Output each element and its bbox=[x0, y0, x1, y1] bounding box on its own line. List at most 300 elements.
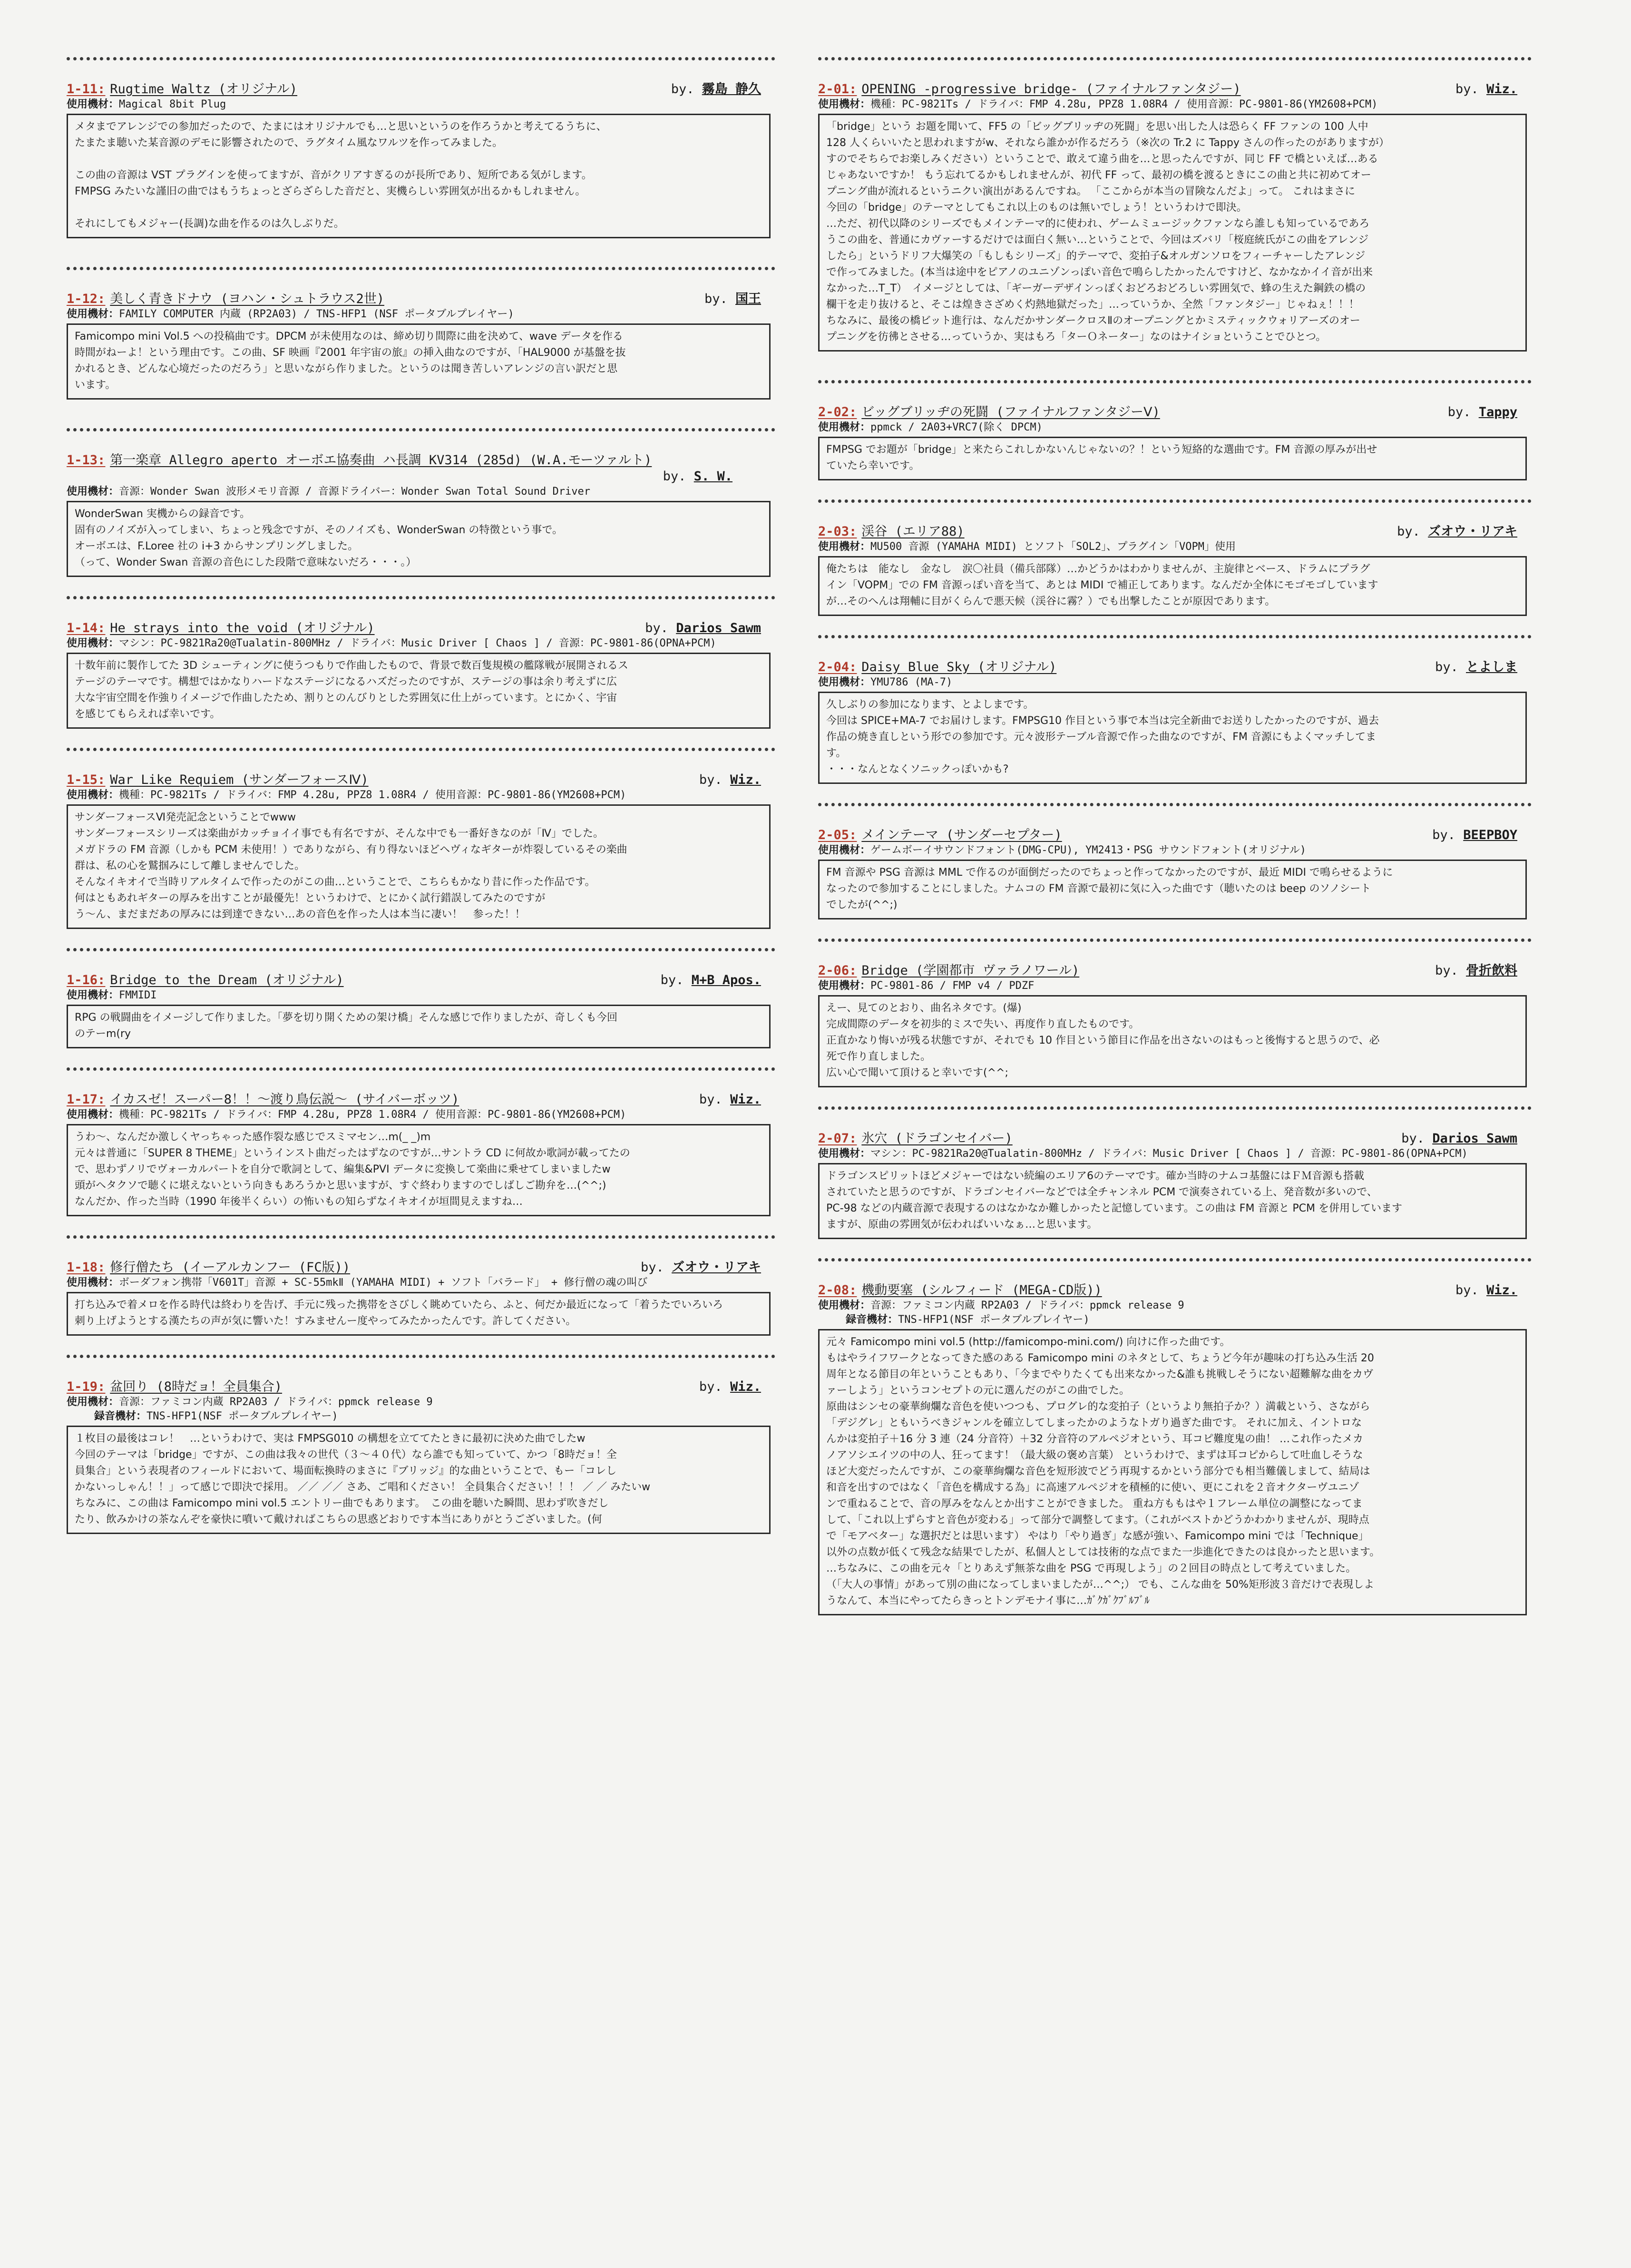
comment-line: （「大人の事情」があって別の曲になってしまいましたが…^^;） でも、こんな曲を 50%矩形波３音だけで表現しよ bbox=[826, 1579, 1374, 1591]
dotted-divider bbox=[67, 748, 775, 751]
recording-equipment-line bbox=[818, 1313, 1532, 1327]
dotted-divider bbox=[818, 1106, 1532, 1110]
by-label: by. bbox=[1401, 1131, 1425, 1146]
track-number: 1-19: bbox=[67, 1379, 106, 1394]
track-title-row bbox=[67, 1379, 775, 1395]
track-title-wrap bbox=[67, 81, 297, 98]
comment-box bbox=[67, 1005, 771, 1048]
track-title-row bbox=[818, 827, 1532, 843]
author-name: Wiz. bbox=[730, 1379, 761, 1394]
equipment-label: 使用機材： bbox=[67, 1396, 119, 1408]
comment-line: サンダーフォースシリーズは楽曲がカッチョイイ事でも有名ですが、そんな中でも一番好きなのが「Ⅳ」でした。 bbox=[75, 828, 604, 840]
by-label: by. bbox=[1397, 524, 1420, 539]
comment-line: うこの曲を、普通にカヴァーするだけでは面白く無い…ということで、今回はズバリ「桜庭統氏がこの曲をアレンジ bbox=[826, 234, 1369, 246]
comment-line: そんなイキオイで当時リアルタイムで作ったのがこの曲…ということで、こちらもかなり昔に作った作品です。 bbox=[75, 876, 596, 888]
track-entry bbox=[67, 748, 775, 929]
by-label: by. bbox=[1455, 82, 1479, 97]
comment-box bbox=[818, 1329, 1527, 1615]
dotted-divider bbox=[67, 948, 775, 951]
track-title-wrap bbox=[818, 659, 1056, 675]
comment-line: FMPSG でお題が「bridge」と来たらこれしかないんじゃないの？！という短絡的な選曲です。FM 音源の厚みが出せ bbox=[826, 444, 1377, 456]
author-name: 霧島 静久 bbox=[702, 82, 761, 97]
equipment-text: PC-9801-86 / FMP v4 / PDZF bbox=[870, 980, 1035, 992]
track-title-row bbox=[67, 81, 775, 98]
by-label: by. bbox=[699, 1092, 723, 1107]
author-credit bbox=[663, 469, 732, 484]
comment-line: かれるとき、どんな心境だったのだろう」と思いながら作りました。というのは聞き苦しいアレンジの言い訳だと思 bbox=[75, 363, 618, 375]
dotted-divider bbox=[67, 428, 775, 431]
track-entry bbox=[67, 948, 775, 1048]
track-title: 渓谷 (エリア88) bbox=[861, 524, 965, 539]
author-credit bbox=[641, 1260, 775, 1276]
author-credit bbox=[704, 291, 775, 307]
comment-line: 今回の「bridge」のテーマとしてもこれ以上のものは無いでしょう！というわけで即決。 bbox=[826, 202, 1247, 214]
dotted-divider bbox=[818, 803, 1532, 806]
dotted-divider bbox=[818, 938, 1532, 942]
by-label: by. bbox=[663, 469, 686, 484]
equipment-label: 使用機材： bbox=[67, 1277, 119, 1289]
equipment-label: 使用機材： bbox=[818, 98, 871, 110]
equipment-label: 使用機材： bbox=[818, 676, 871, 688]
comment-line: …ちなみに、この曲を元々「とりあえず無茶な曲を PSG で再現しよう」の２回目の時点として考えていました。 bbox=[826, 1563, 1357, 1574]
equipment-text: 機種：PC-9821Ts / ドライバ：FMP 4.28u, PPZ8 1.08R4 / 使用音源：PC-9801-86(YM2608+PCM) bbox=[870, 98, 1378, 110]
comment-box bbox=[67, 501, 771, 577]
comment-line: すのでそちらでお楽しみください）ということで、敢えて違う曲を…と思ったんですが、同じ FF で橋といえば…ある bbox=[826, 153, 1378, 165]
equipment-label: 使用機材： bbox=[818, 980, 871, 992]
dotted-divider bbox=[818, 499, 1532, 503]
dotted-divider bbox=[818, 1258, 1532, 1261]
track-title-row bbox=[67, 291, 775, 307]
comment-box bbox=[67, 653, 771, 729]
equipment-text: マシン：PC-9821Ra20@Tualatin-800MHz / ドライバ：Music Driver [ Chaos ] / 音源：PC-9801-86(OPNA+PCM) bbox=[119, 637, 716, 649]
author-credit bbox=[671, 81, 775, 98]
track-title-wrap bbox=[818, 1282, 1102, 1299]
comment-line: １枚目の最後はコレ！ …というわけで、実は FMPSG010 の構想を立ててたときに最初に決めた曲でしたw bbox=[75, 1433, 586, 1445]
track-title: 美しく青きドナウ (ヨハン・シュトラウス2世) bbox=[110, 292, 384, 306]
comment-line: 欄干を走り抜けると、そこは煌きさざめく灼熱地獄だった」…っていうか、全然「ファンタジー」じゃねぇ！！！ bbox=[826, 299, 1359, 311]
comment-line: メタまでアレンジでの参加だったので、たまにはオリジナルでも…と思いというのを作ろうかと考えてるうちに、 bbox=[75, 121, 607, 133]
comment-line bbox=[75, 200, 762, 216]
comment-line: メガドラの FM 音源（しかも PCM 未使用！）でありながら、有り得ないほどヘヴィなギターが炸裂しているその楽曲 bbox=[75, 844, 627, 856]
track-number: 1-15: bbox=[67, 772, 106, 787]
recording-text: TNS-HFP1(NSF ポータブルプレイヤー) bbox=[146, 1410, 338, 1422]
author-name: Tappy bbox=[1478, 405, 1517, 420]
author-name: ズオウ・リアキ bbox=[672, 1260, 761, 1275]
comment-line: 作品の焼き直しという形での参加です。元々波形テーブル音源で作った曲なのですが、FM 音源にもよくマッチしてま bbox=[826, 731, 1377, 743]
track-title-row bbox=[818, 404, 1532, 420]
comment-line: ていたら幸いです。 bbox=[826, 460, 920, 472]
dotted-divider bbox=[818, 635, 1532, 638]
equipment-line bbox=[818, 1299, 1532, 1313]
comment-line: なかった…T_T） イメージとしては、「ギーガーデザインっぽくおどろおどろしい雰囲気で、蜂の生えた鋼鉄の橋の bbox=[826, 283, 1366, 294]
comment-box bbox=[818, 1163, 1527, 1239]
by-label: by. bbox=[1435, 963, 1458, 978]
author-name: M+B Apos. bbox=[691, 973, 761, 987]
comment-line: 打ち込みで着メロを作る時代は終わりを告げ、手元に残った携帯をさびしく眺めていたら、ふと、何だか最近になって「着うたでいろいろ bbox=[75, 1299, 723, 1311]
comment-line: 十数年前に製作してた 3D シューティングに使うつもりで作曲したもので、背景で数百隻規模の艦隊戦が展開されるス bbox=[75, 660, 628, 672]
equipment-text: MU500 音源 (YAMAHA MIDI) とソフト「SOL2」、プラグイン「VOPM」使用 bbox=[870, 541, 1236, 553]
author-name: Wiz. bbox=[1486, 1283, 1517, 1298]
track-entry bbox=[818, 1258, 1532, 1615]
comment-line bbox=[75, 151, 762, 167]
comment-line: オーボエは、F.Loree 社の i+3 からサンプリングしました。 bbox=[75, 540, 359, 552]
track-title-wrap bbox=[67, 452, 652, 469]
equipment-line bbox=[818, 843, 1532, 858]
author-name: 国王 bbox=[735, 292, 761, 306]
comment-box bbox=[818, 556, 1527, 616]
comment-line: プニング曲が流れるというニクい演出があるんですね。 「ここからが本当の冒険なんだよ」って。 これはまさに bbox=[826, 186, 1356, 197]
comment-line: のテーm(ry bbox=[75, 1028, 131, 1040]
comment-line: 元々は普通に「SUPER 8 THEME」というインスト曲だったはずなのですが…サントラ CD に何故か歌詞が載ってたの bbox=[75, 1147, 630, 1159]
comment-line: でしたが(^^;) bbox=[826, 899, 898, 911]
author-credit bbox=[1397, 524, 1532, 540]
comment-box bbox=[818, 437, 1527, 480]
equipment-label: 使用機材： bbox=[818, 421, 871, 433]
comment-line: 原曲はシンセの豪華絢爛な音色を使いつつも、プログレ的な変拍子（というより無拍子か？）満載という、さながら bbox=[826, 1401, 1370, 1413]
author-name: S. W. bbox=[693, 469, 732, 484]
by-label: by. bbox=[699, 1379, 723, 1394]
comment-line: テージのテーマです。構想ではかなりハードなステージになるハズだったのですが、ステージの事は余り考えずに広 bbox=[75, 676, 617, 688]
comment-line: プニングを彷彿とさせる…っていうか、実はもろ「ターＯネーター」なのはナイショということでひとつ。 bbox=[826, 331, 1327, 343]
equipment-line bbox=[67, 1276, 775, 1290]
comment-line: FM 音源や PSG 音源は MML で作るのが面倒だったのでちょっと作ってなかったのですが、最近 MIDI で鳴らせるように bbox=[826, 867, 1393, 879]
equipment-label: 使用機材： bbox=[67, 637, 119, 649]
equipment-label: 使用機材： bbox=[67, 98, 119, 110]
track-title: 第一楽章 Allegro aperto オーボエ協奏曲 ハ長調 KV314 (285d) (W.A.モーツァルト) bbox=[110, 453, 652, 468]
recording-label: 録音機材： bbox=[846, 1314, 899, 1326]
track-entry bbox=[67, 1067, 775, 1216]
comment-line: 何はともあれギターの厚みを出すことが最優先！というわけで、とにかく試行錯誤してみたのですが bbox=[75, 892, 546, 904]
track-entry bbox=[818, 1106, 1532, 1239]
equipment-line bbox=[818, 1147, 1532, 1161]
track-entry bbox=[818, 499, 1532, 616]
equipment-text: ppmck / 2A03+VRC7(除く DPCM) bbox=[870, 421, 1043, 433]
comment-line: ちなみに、この曲は Famicompo mini vol.5 エントリー曲でもあります。 この曲を聴いた瞬間、思わず吹きだし bbox=[75, 1497, 609, 1509]
comment-line: ノアソシエイツの中の人、狂ってます！（最大級の褒め言葉） というわけで、まずは耳コピからして吐血しそうな bbox=[826, 1449, 1363, 1461]
author-name: Darios Sawm bbox=[676, 621, 761, 635]
comment-box bbox=[67, 1426, 771, 1534]
track-title-wrap bbox=[67, 1260, 350, 1276]
comment-line: 完成間際のデータを初歩的ミスで失い、再度作り直したものです。 bbox=[826, 1018, 1140, 1030]
recording-equipment-line bbox=[67, 1409, 775, 1424]
comment-line: …ただ、初代以降のシリーズでもメインテーマ的に使われ、ゲームミュージックファンなら誰しも知っているであろ bbox=[826, 218, 1370, 230]
comment-line: 正直かなり悔いが残る状態ですが、それでも 10 作目という節目に作品を出さないのはもっと後悔すると思うので、必 bbox=[826, 1035, 1380, 1046]
comment-line: んかは変拍子＋16 分 3 連（24 分音符）＋32 分音符のアルペジオという、耳コピ難度鬼の曲！ …これ作ったメカ bbox=[826, 1433, 1364, 1445]
track-entry bbox=[67, 1355, 775, 1534]
comment-line: サンダーフォースⅥ発売記念ということでwww bbox=[75, 811, 296, 823]
comment-line: たり、飲みかけの茶なんぞを豪快に噴いて戴ければこちらの思惑どおりです本当にありがとうございました。(何 bbox=[75, 1514, 602, 1525]
track-number: 1-12: bbox=[67, 292, 106, 306]
author-name: ズオウ・リアキ bbox=[1428, 524, 1517, 539]
equipment-text: Magical 8bit Plug bbox=[119, 98, 226, 110]
track-title-wrap bbox=[818, 827, 1062, 843]
comment-line: それにしてもメジャー(長調)な曲を作るのは久しぶりだ。 bbox=[75, 218, 344, 230]
equipment-label: 使用機材： bbox=[67, 1109, 119, 1121]
by-label: by. bbox=[645, 621, 668, 635]
comment-box bbox=[67, 1292, 771, 1336]
dotted-divider bbox=[67, 596, 775, 599]
by-label: by. bbox=[660, 973, 684, 987]
author-credit bbox=[1432, 827, 1532, 843]
track-title: Bridge (学園都市 ヴァラノワール) bbox=[861, 963, 1080, 978]
track-entry bbox=[67, 596, 775, 729]
track-title: イカスゼ！スーパー8！！～渡り鳥伝説～ (サイバーボッツ) bbox=[110, 1092, 459, 1107]
comment-line: ちなみに、最後の橋ビット進行は、なんだかサンダークロスⅡのオープニングとかミスティックウォリアーズのオー bbox=[826, 315, 1360, 327]
comment-line: 今回は SPICE+MA-7 でお届けします。FMPSG10 作目という事で本当は完全新曲でお送りしたかったのですが、過去 bbox=[826, 715, 1379, 727]
equipment-line bbox=[818, 420, 1532, 435]
comment-line: 以外の点数が低くて残念な結果でしたが、私個人としては技術的な点でまた一歩進化できたのは良かったと思います。 bbox=[826, 1546, 1380, 1558]
track-entry bbox=[818, 57, 1532, 352]
equipment-text: マシン：PC-9821Ra20@Tualatin-800MHz / ドライバ：Music Driver [ Chaos ] / 音源：PC-9801-86(OPNA+PCM) bbox=[870, 1148, 1468, 1160]
equipment-label: 使用機材： bbox=[67, 486, 119, 498]
comment-line: ンで重ねることで、音の厚みをなんとか出すことができました。 重ね方ももはや１フレーム単位の調整になってま bbox=[826, 1498, 1363, 1510]
comment-line: なんだか、作った当時（1990 年後半くらい）の怖いもの知らずなイキオイが垣間見えますね… bbox=[75, 1196, 523, 1208]
equipment-label: 使用機材： bbox=[818, 844, 871, 856]
comment-line: 群は、私の心を鷲掴みにして離しませんでした。 bbox=[75, 860, 305, 872]
author-credit-line bbox=[67, 469, 775, 485]
track-entry bbox=[67, 428, 775, 577]
comment-line: 員集合」という表現者のフィールドにおいて、場面転換時のまさに『ブリッジ』的な曲ということで、もー「コレし bbox=[75, 1465, 617, 1477]
left-column bbox=[67, 57, 775, 1544]
dotted-divider bbox=[818, 57, 1532, 60]
by-label: by. bbox=[671, 82, 694, 97]
track-title-row bbox=[818, 659, 1532, 675]
track-title-row bbox=[818, 524, 1532, 540]
track-entry bbox=[818, 803, 1532, 919]
recording-text: TNS-HFP1(NSF ポータブルプレイヤー) bbox=[898, 1314, 1090, 1326]
comment-line: ほど大変だったんですが、この豪華絢爛な音色を短形波でどう再現するかという部分でも相当難儀しまして、結局は bbox=[826, 1466, 1370, 1477]
equipment-line bbox=[67, 1108, 775, 1122]
track-number: 1-13: bbox=[67, 453, 106, 468]
track-title-row bbox=[818, 81, 1532, 98]
comment-line: 時間がねーよ！という理由です。この曲、SF 映画『2001 年宇宙の旅』の挿入曲なのですが、「HAL9000 が基盤を抜 bbox=[75, 347, 626, 359]
track-title-row bbox=[67, 620, 775, 636]
comment-line: 周年となる節目の年ということもあり、「今までやりたくても出来なかった&誰も挑戦しそうにない超難解な曲をカヴ bbox=[826, 1369, 1374, 1380]
author-name: BEEPBOY bbox=[1463, 828, 1517, 842]
by-label: by. bbox=[1455, 1283, 1479, 1298]
track-title: ビッグブリッヂの死闘 (ファイナルファンタジーⅤ) bbox=[861, 405, 1160, 420]
comment-line: 久しぶりの参加になります、とよしまです。 bbox=[826, 699, 1034, 711]
equipment-line bbox=[818, 98, 1532, 112]
track-number: 2-05: bbox=[818, 828, 857, 842]
comment-line: されていたと思うのですが、ドラゴンセイバーなどでは全チャンネル PCM で演奏されている上、発音数が多いので、 bbox=[826, 1186, 1377, 1198]
track-title: Bridge to the Dream (オリジナル) bbox=[110, 973, 344, 987]
comment-line: したら」というドリフ大爆笑の「もしもシリーズ」的テーマで、変拍子&オルガンソロをフィーチャーしたアレンジ bbox=[826, 250, 1366, 262]
track-number: 2-06: bbox=[818, 963, 857, 978]
equipment-line bbox=[67, 1395, 775, 1409]
track-title-row bbox=[67, 452, 775, 469]
track-title: Rugtime Waltz (オリジナル) bbox=[110, 82, 298, 97]
comment-line: 「bridge」という お題を聞いて、FF5 の「ビッグブリッヂの死闘」を思い出した人は恐らく FF ファンの 100 人中 bbox=[826, 121, 1368, 133]
comment-line: もはやライフワークとなってきた感のある Famicompo mini のネタとして、ちょうど今年が趣味の打ち込み生活 20 bbox=[826, 1352, 1374, 1364]
track-number: 1-11: bbox=[67, 82, 106, 97]
comment-box bbox=[67, 323, 771, 400]
track-title: 機動要塞 (シルフィード (MEGA-CD版)) bbox=[861, 1283, 1102, 1298]
author-name: Wiz. bbox=[730, 772, 761, 787]
track-number: 2-02: bbox=[818, 405, 857, 420]
comment-line: この曲の音源は VST プラグインを使ってますが、音がクリアすぎるのが長所であり、短所である気がします。 bbox=[75, 169, 592, 181]
comment-line: 頭がヘタクソで聴くに堪えないという向きもあろうかと思いますが、すぐ終わりますのでしばしご勘弁を…(^^;) bbox=[75, 1180, 606, 1192]
by-label: by. bbox=[704, 292, 728, 306]
author-name: 骨折飲料 bbox=[1466, 963, 1517, 978]
comment-line: で作ってみました。(本当は途中をピアノのユニゾンっぽい音色で鳴らしたかったんですけど、なかなかイイ音が出来 bbox=[826, 266, 1373, 278]
by-label: by. bbox=[1432, 828, 1455, 842]
track-title: 氷穴 (ドラゴンセイバー) bbox=[861, 1131, 1013, 1146]
comment-box bbox=[67, 1124, 771, 1216]
comment-line: す。 bbox=[826, 747, 847, 759]
comment-box bbox=[67, 804, 771, 929]
track-number: 2-04: bbox=[818, 660, 857, 675]
equipment-line bbox=[67, 988, 775, 1003]
comment-line: 死で作り直しました。 bbox=[826, 1051, 931, 1063]
equipment-label: 使用機材： bbox=[67, 989, 119, 1001]
comment-line: で、思わずノリでヴォーカルパートを自分で歌詞として、編集&PVI データに変換して楽曲に乗せてしまいましたw bbox=[75, 1163, 611, 1175]
author-name: Darios Sawm bbox=[1432, 1131, 1517, 1146]
track-title: Daisy Blue Sky (オリジナル) bbox=[861, 660, 1057, 675]
comment-line: うわ～、なんだか激しくヤっちゃった感作裂な感じでスミマセン…m(_ _)m bbox=[75, 1131, 431, 1143]
comment-line: ますが、原曲の雰囲気が伝わればいいなぁ…と思います。 bbox=[826, 1219, 1098, 1231]
author-credit bbox=[699, 1379, 775, 1395]
comment-line: して、「これ以上ずらすと音色が変わる」って部分で調整してます。（これがベストかどうかわかりませんが、現時点 bbox=[826, 1514, 1369, 1526]
by-label: by. bbox=[1435, 660, 1458, 675]
comment-line: が…そのへんは翔輔に目がくらんで悪天候（渓谷に霧？）でも出撃したことが原因であります。 bbox=[826, 596, 1276, 607]
equipment-line bbox=[818, 979, 1532, 993]
comment-box bbox=[818, 692, 1527, 784]
equipment-text: 音源：ファミコン内蔵 RP2A03 / ドライバ：ppmck release 9 bbox=[870, 1300, 1184, 1311]
author-credit bbox=[1435, 659, 1532, 675]
comment-box bbox=[67, 114, 771, 238]
track-number: 1-14: bbox=[67, 621, 106, 635]
track-title: He strays into the void (オリジナル) bbox=[110, 621, 375, 635]
comment-line: 固有のノイズが入ってしまい、ちょっと残念ですが、そのノイズも、WonderSwan の特徴という事で。 bbox=[75, 524, 563, 536]
comment-line: じゃあないですか！ もう忘れてるかもしれませんが、初代 FF って、最初の橋を渡るときにこの曲と共に初めてオー bbox=[826, 169, 1371, 181]
comment-line: う～ん、まだまだあの厚みには到達できない…あの音色を作った人は本当に凄い！ 参った！！ bbox=[75, 909, 526, 920]
equipment-label: 使用機材： bbox=[67, 789, 119, 801]
author-credit bbox=[1455, 1282, 1532, 1299]
comment-line: 広い心で聞いて頂けると幸いです(^^; bbox=[826, 1067, 1008, 1079]
by-label: by. bbox=[699, 772, 723, 787]
track-title: 修行僧たち (イーアルカンフー (FC版)) bbox=[110, 1260, 351, 1275]
author-name: Wiz. bbox=[730, 1092, 761, 1107]
equipment-text: FMMIDI bbox=[119, 989, 157, 1001]
equipment-line bbox=[67, 485, 775, 499]
track-title-row bbox=[67, 772, 775, 788]
track-number: 2-07: bbox=[818, 1131, 857, 1146]
comment-box bbox=[818, 860, 1527, 919]
author-name: とよしま bbox=[1466, 660, 1517, 675]
equipment-line bbox=[818, 675, 1532, 690]
equipment-line bbox=[67, 636, 775, 651]
track-number: 1-18: bbox=[67, 1260, 106, 1275]
track-title-row bbox=[67, 1092, 775, 1108]
right-column bbox=[818, 57, 1532, 1625]
track-title-wrap bbox=[67, 772, 369, 788]
comment-line: 和音を出すのではなく「音色を構成する為」に高速アルペジオを積極的に使い、更にこれを２音オクターヴユニゾ bbox=[826, 1482, 1359, 1494]
author-credit bbox=[1401, 1131, 1532, 1147]
track-title-wrap bbox=[818, 404, 1160, 420]
track-title-wrap bbox=[818, 1131, 1013, 1147]
comment-line: ドラゴンスピリットほどメジャーではない続編のエリア6のテーマです。確か当時のナムコ基盤にはＦＭ音源も搭載 bbox=[826, 1170, 1365, 1182]
equipment-text: 機種：PC-9821Ts / ドライバ：FMP 4.28u, PPZ8 1.08R4 / 使用音源：PC-9801-86(YM2608+PCM) bbox=[119, 1109, 626, 1121]
comment-line: 大な宇宙空間を作強りイメージで作曲したため、割りとのんびりとした雰囲気に仕上がっています。とにかく、宇宙 bbox=[75, 692, 617, 704]
equipment-text: 音源：Wonder Swan 波形メモリ音源 / 音源ドライバー：Wonder Swan Total Sound Driver bbox=[119, 486, 590, 498]
track-number: 1-17: bbox=[67, 1092, 106, 1107]
track-number: 2-03: bbox=[818, 524, 857, 539]
comment-line: たまたま聴いた某音源のデモに影響されたので、ラグタイム風なワルツを作ってみました。 bbox=[75, 137, 503, 149]
track-title-row bbox=[818, 1282, 1532, 1299]
equipment-text: ゲームボーイサウンドフォント(DMG-CPU), YM2413・PSG サウンドフォント(オリジナル) bbox=[870, 844, 1307, 856]
comment-line: 刺り上げようとする漢たちの声が気に響いた！すみませんー度やってみたかったんです。許してください。 bbox=[75, 1315, 576, 1327]
track-entry bbox=[818, 635, 1532, 784]
dotted-divider bbox=[67, 1067, 775, 1071]
track-title: OPENING -progressive bridge- (ファイナルファンタジー) bbox=[861, 82, 1241, 97]
dotted-divider bbox=[67, 57, 775, 60]
author-name: Wiz. bbox=[1486, 82, 1517, 97]
track-entry bbox=[67, 57, 775, 238]
equipment-label: 使用機材： bbox=[67, 308, 119, 320]
track-title-wrap bbox=[67, 620, 375, 636]
dotted-divider bbox=[67, 267, 775, 270]
equipment-line bbox=[818, 540, 1532, 554]
equipment-line bbox=[67, 788, 775, 802]
track-title-wrap bbox=[67, 1092, 459, 1108]
author-credit bbox=[699, 1092, 775, 1108]
equipment-text: YMU786 (MA-7) bbox=[870, 676, 953, 688]
track-title: メインテーマ (サンダーセプター) bbox=[861, 828, 1062, 842]
comment-line: PC-98 などの内蔵音源で表現するのはなかなか難しかったと記憶しています。この曲は FM 音源と PCM を併用しています bbox=[826, 1202, 1403, 1214]
comment-line: います。 bbox=[75, 379, 116, 391]
comment-line: で「モアベター」な選択だとは思います） やはり「やり過ぎ」な感が強い、Famicompo mini では「Technique」 bbox=[826, 1530, 1369, 1542]
track-title-wrap bbox=[67, 1379, 282, 1395]
track-entry bbox=[818, 380, 1532, 480]
comment-line: ァーしよう」というコンセプトの元に選んだのがこの曲でした。 bbox=[826, 1385, 1130, 1397]
track-entry bbox=[818, 938, 1532, 1087]
track-title-row bbox=[67, 1260, 775, 1276]
track-entry bbox=[67, 1235, 775, 1336]
equipment-line bbox=[67, 307, 775, 322]
comment-line: 128 人くらいいたと思われますがw、それなら誰かが作るだろう（※次の Tr.2 に Tappy さんの作ったのがありますが） bbox=[826, 137, 1389, 149]
recording-label: 録音機材： bbox=[94, 1410, 147, 1422]
track-number: 2-01: bbox=[818, 82, 857, 97]
track-title-wrap bbox=[818, 963, 1079, 979]
track-title-row bbox=[67, 972, 775, 988]
track-title: War Like Requiem (サンダーフォースⅣ) bbox=[110, 772, 369, 787]
comment-line: なったので参加することにしました。ナムコの FM 音源で最初に気に入った曲です（聴いたのは beep のソノシート bbox=[826, 883, 1371, 895]
equipment-text: ボーダフォン携帯「V601T」音源 + SC-55mkⅡ (YAMAHA MIDI) + ソフト「バラード」 + 修行僧の魂の叫び bbox=[119, 1277, 648, 1289]
comment-line: イン「VOPM」での FM 音源っぽい音を当て、あとは MIDI で補正してあります。なんだか全体にモゴモゴしています bbox=[826, 579, 1378, 591]
author-credit bbox=[645, 620, 775, 636]
track-title: 盆回り (8時だョ！全員集合) bbox=[110, 1379, 283, 1394]
track-title-row bbox=[818, 1131, 1532, 1147]
by-label: by. bbox=[641, 1260, 664, 1275]
comment-line: RPG の戦闘曲をイメージして作りました。「夢を切り開くための架け橋」そんな感じで作りましたが、奇しくも今回 bbox=[75, 1012, 617, 1024]
track-title-wrap bbox=[67, 291, 384, 307]
comment-line: ・・・なんとなくソニックっぽいかも? bbox=[826, 763, 1009, 775]
equipment-label: 使用機材： bbox=[818, 1300, 871, 1311]
track-number: 1-16: bbox=[67, 973, 106, 987]
comment-line: かないっしゃん！！」って感じで即決で採用。 ／／ ／／ さあ、ご唱和ください！ 全員集合ください！！！ ／ ／ みたいw bbox=[75, 1481, 651, 1493]
equipment-label: 使用機材： bbox=[818, 541, 871, 553]
dotted-divider bbox=[67, 1355, 775, 1358]
track-title-wrap bbox=[67, 972, 344, 988]
comment-box bbox=[818, 995, 1527, 1087]
track-number: 2-08: bbox=[818, 1283, 857, 1298]
equipment-label: 使用機材： bbox=[818, 1148, 871, 1160]
track-entry bbox=[67, 267, 775, 400]
author-credit bbox=[1448, 404, 1532, 420]
comment-line: を感じてもらえれば幸いです。 bbox=[75, 708, 221, 720]
author-credit bbox=[1455, 81, 1532, 98]
